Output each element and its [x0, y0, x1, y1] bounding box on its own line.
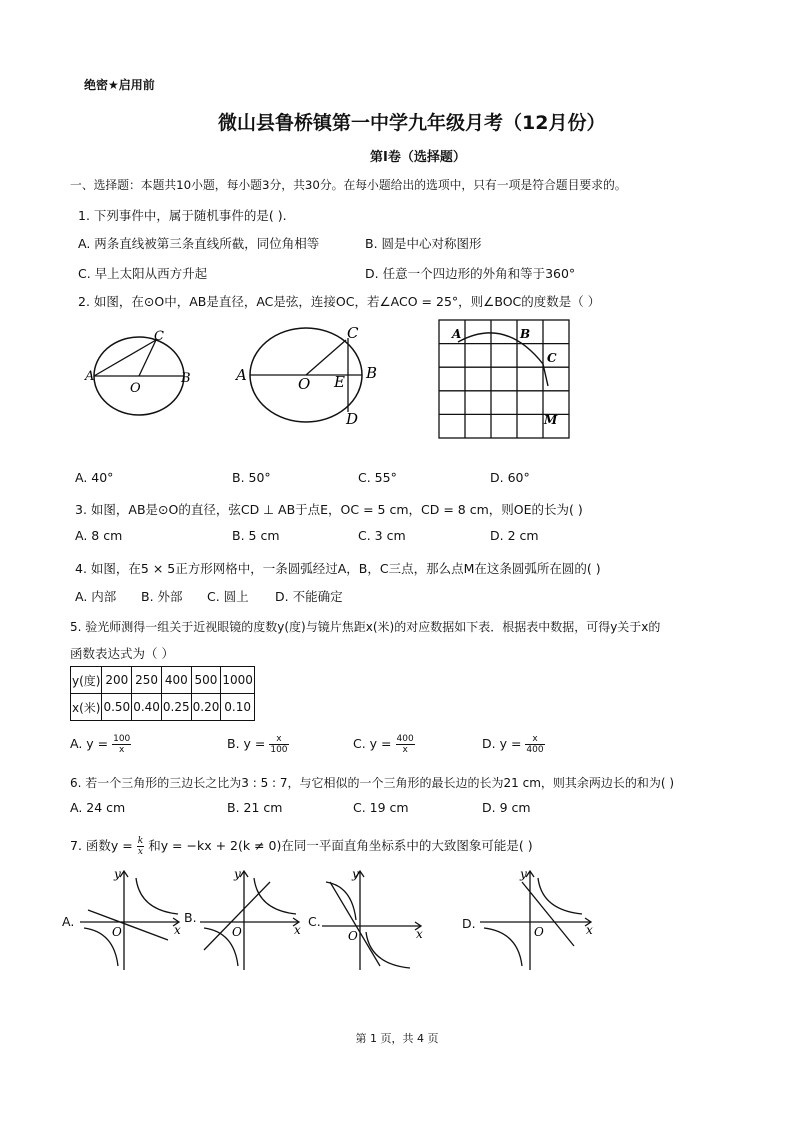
q5-option-b-num: x: [269, 734, 288, 745]
fig1-label-b: B: [181, 371, 191, 386]
instructions: 一、选择题：本题共10小题，每小题3分，共30分。在每小题给出的选项中，只有一项是符合题目要求的。: [70, 178, 627, 192]
q5-stem-line2: 函数表达式为（ ）: [70, 646, 174, 661]
q6-option-c: C. 19 cm: [353, 800, 409, 815]
table-cell: 400: [161, 667, 191, 694]
q7c-origin: O: [348, 929, 358, 943]
q4-option-c: C. 圆上: [207, 589, 249, 604]
fig2-label-o: O: [298, 375, 311, 393]
q5-option-b-den: 100: [270, 745, 288, 755]
q7c-axis-x: x: [416, 927, 423, 941]
q4-option-b: B. 外部: [141, 589, 183, 604]
q5-stem-line1: 5. 验光师测得一组关于近视眼镜的度数y(度)与镜片焦距x(米)的对应数据如下表．根据表中数据，可得y关于x的: [70, 620, 661, 634]
fig3-label-m: M: [544, 413, 558, 427]
q7-graph-d: [478, 866, 598, 974]
fig2-label-c: C: [347, 324, 359, 342]
q5-option-a-den: x: [119, 745, 125, 755]
q6-option-d: D. 9 cm: [482, 800, 531, 815]
fig1-label-o: O: [130, 381, 141, 396]
q3-stem: 3. 如图，AB是⊙O的直径，弦CD ⊥ AB于点E，OC = 5 cm，CD = 8 cm，则OE的长为( ): [75, 502, 583, 517]
q7-graph-c: [320, 866, 432, 974]
q5-option-d-den: 400: [526, 745, 544, 755]
fig1-label-c: C: [154, 329, 164, 344]
q5-option-d: [482, 734, 545, 755]
q7a-axis-x: x: [174, 923, 181, 937]
q7-frac-den: x: [137, 847, 143, 857]
page-title: 微山县鲁桥镇第一中学九年级月考（12月份）: [218, 112, 606, 134]
q4-stem: 4. 如图，在5 × 5正方形网格中，一条圆弧经过A，B，C三点，那么点M在这条圆弧所在圆的( ): [75, 561, 601, 576]
q7b-origin: O: [232, 925, 242, 939]
q7a-axis-y: y: [114, 867, 121, 881]
fig3-label-c: C: [547, 351, 557, 365]
q3-option-a: A. 8 cm: [75, 528, 123, 543]
q7-stem-suffix: 和y = −kx + 2(k ≠ 0)在同一平面直角坐标系中的大致图象可能是( ): [148, 838, 533, 853]
q5-option-a: [70, 734, 131, 755]
q5-option-b: [227, 734, 289, 755]
q5-option-a-prefix: A. y =: [70, 736, 109, 751]
q7-stem-prefix: 7. 函数y =: [70, 838, 133, 853]
table-row: [71, 667, 255, 694]
q7c-axis-y: y: [352, 867, 359, 881]
q2-stem: 2. 如图，在⊙O中，AB是直径，AC是弦，连接OC，若∠ACO = 25°，则∠BOC的度数是（ ）: [78, 294, 601, 309]
q7b-axis-y: y: [234, 867, 241, 881]
q7-graph-b: [198, 866, 308, 974]
table-cell: 0.40: [132, 694, 162, 721]
page-footer: 第 1 页，共 4 页: [355, 1032, 439, 1045]
q5-option-c-prefix: C. y =: [353, 736, 392, 751]
q5-option-d-prefix: D. y =: [482, 736, 522, 751]
q1-option-a: A. 两条直线被第三条直线所截，同位角相等: [78, 236, 320, 251]
q4-grid-figure: [430, 316, 580, 442]
q6-option-a: A. 24 cm: [70, 800, 126, 815]
q5-option-d-num: x: [525, 734, 544, 745]
q7d-origin: O: [534, 925, 544, 939]
q1-option-d: D. 任意一个四边形的外角和等于360°: [365, 266, 576, 281]
q7d-axis-y: y: [520, 867, 527, 881]
q1-option-b: B. 圆是中心对称图形: [365, 236, 482, 251]
q2-option-d: D. 60°: [490, 470, 530, 485]
q5-option-b-prefix: B. y =: [227, 736, 266, 751]
q7-frac-num: k: [137, 836, 144, 846]
q7b-axis-x: x: [294, 923, 301, 937]
q1-stem: 1. 下列事件中，属于随机事件的是( ).: [78, 208, 287, 223]
q5-option-a-num: 100: [113, 734, 131, 744]
secret-label: 绝密★启用前: [84, 78, 155, 92]
table-cell: 0.50: [102, 694, 132, 721]
table-cell: y(度): [71, 667, 102, 694]
fig2-label-b: B: [366, 364, 378, 382]
fig3-label-a: A: [452, 327, 462, 341]
q7-option-b-label: B.: [184, 910, 197, 925]
q6-option-b: B. 21 cm: [227, 800, 283, 815]
q3-circle-figure: [232, 320, 382, 430]
q5-data-table: [70, 666, 255, 721]
table-cell: 250: [132, 667, 162, 694]
table-cell: 0.10: [221, 694, 255, 721]
q3-option-b: B. 5 cm: [232, 528, 280, 543]
q2-option-a: A. 40°: [75, 470, 114, 485]
table-cell: 0.25: [161, 694, 191, 721]
q3-option-d: D. 2 cm: [490, 528, 539, 543]
table-cell: 500: [191, 667, 221, 694]
fig3-label-b: B: [520, 327, 531, 341]
q3-option-c: C. 3 cm: [358, 528, 406, 543]
q7d-axis-x: x: [586, 923, 593, 937]
q2-circle-figure: [84, 326, 204, 426]
q6-stem: 6. 若一个三角形的三边长之比为3 : 5 : 7，与它相似的一个三角形的最长边的长为21 cm，则其余两边长的和为( ): [70, 776, 675, 790]
q7-option-d-label: D.: [462, 916, 476, 931]
section-title: 第Ⅰ卷（选择题）: [370, 150, 466, 165]
q4-option-a: A. 内部: [75, 589, 117, 604]
q4-option-d: D. 不能确定: [275, 589, 343, 604]
fig2-label-a: A: [236, 366, 247, 384]
table-row: [71, 694, 255, 721]
fig2-label-e: E: [334, 373, 345, 391]
q5-option-c: [353, 734, 415, 755]
q7-stem: [70, 836, 533, 857]
q7-option-c-label: C.: [308, 914, 321, 929]
q5-option-c-num: 400: [396, 734, 414, 744]
table-cell: 1000: [221, 667, 255, 694]
q5-option-c-den: x: [402, 745, 408, 755]
q7-option-a-label: A.: [62, 914, 75, 929]
table-cell: x(米): [71, 694, 102, 721]
q2-option-b: B. 50°: [232, 470, 271, 485]
table-cell: 0.20: [191, 694, 221, 721]
q2-option-c: C. 55°: [358, 470, 397, 485]
q1-option-c: C. 早上太阳从西方升起: [78, 266, 208, 281]
fig1-label-a: A: [85, 369, 95, 384]
q7a-origin: O: [112, 925, 122, 939]
q7-graph-a: [78, 866, 190, 974]
table-cell: 200: [102, 667, 132, 694]
fig2-label-d: D: [346, 410, 359, 428]
